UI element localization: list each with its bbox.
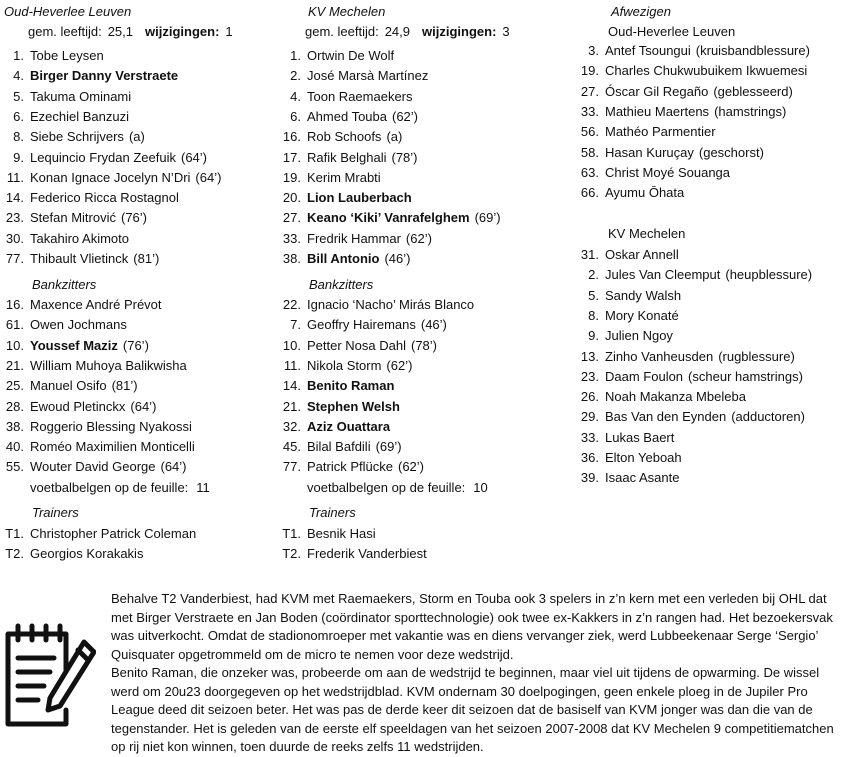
player-name: Ewoud Pletinckx — [30, 398, 126, 414]
belgians-label: voetbalbelgen op de feuille: — [307, 480, 466, 495]
trainers-title: Trainers — [32, 505, 79, 520]
player-name: Ortwin De Wolf — [307, 48, 395, 63]
player-note: (62’) — [397, 459, 424, 475]
player-note: (62’) — [386, 357, 413, 373]
player-number: 31. — [580, 247, 599, 262]
trainer-name: Besnik Hasi — [307, 526, 376, 541]
list-item — [577, 326, 673, 346]
player-note: (76’) — [122, 337, 149, 353]
changes-label: wijzigingen: — [145, 24, 220, 39]
player-number: T1. — [282, 526, 301, 541]
player-name: Maxence André Prévot — [30, 297, 162, 312]
list-item — [0, 315, 127, 335]
player-name: Rafik Belghali — [307, 149, 387, 165]
player-note: (69’) — [375, 439, 402, 455]
list-item — [277, 127, 402, 147]
list-item — [0, 229, 129, 249]
bench-title: Bankzitters — [309, 277, 374, 292]
player-name: Owen Jochmans — [30, 317, 127, 333]
list-item — [0, 397, 156, 417]
player-number: T2. — [5, 546, 24, 562]
list-item — [32, 275, 96, 295]
match-notes — [111, 590, 836, 757]
player-name: Federico Ricca Rostagnol — [30, 190, 179, 206]
list-item — [277, 457, 424, 477]
player-note: (78’) — [391, 149, 418, 165]
player-name: Ezechiel Banzuzi — [30, 108, 129, 124]
absent-kvm-title: KV Mechelen — [608, 226, 686, 241]
player-note: (geblesseerd) — [713, 83, 793, 99]
absent-player: Óscar Gil Regaño — [605, 83, 709, 99]
list-item — [309, 275, 373, 295]
absent-player: Hasan Kuruçay — [605, 144, 694, 160]
player-name: Patrick Pflücke — [307, 459, 393, 475]
player-name: Stephen Welsh — [307, 398, 400, 414]
list-item — [577, 367, 803, 387]
list-item — [577, 347, 795, 367]
player-note: (scheur hamstrings) — [688, 368, 803, 384]
absent-player: Ayumu Ōhata — [605, 185, 685, 201]
trainers-title: Trainers — [309, 505, 356, 520]
player-number: 8. — [588, 307, 599, 323]
player-number: 21. — [5, 357, 24, 373]
belgians-value: 10 — [473, 480, 488, 495]
list-item — [0, 168, 221, 188]
list-item — [277, 544, 427, 564]
player-name: Wouter David George — [30, 459, 156, 475]
player-number: 2. — [588, 267, 599, 283]
list-item — [307, 478, 488, 498]
list-item — [611, 2, 671, 22]
player-number: 39. — [580, 470, 599, 486]
player-number: 11. — [6, 169, 24, 185]
absent-player: Daam Foulon — [605, 368, 684, 384]
list-item — [577, 286, 681, 306]
age-label: gem. leeftijd: — [28, 24, 102, 39]
list-item — [0, 356, 187, 376]
list-item — [577, 265, 812, 285]
list-item — [577, 306, 679, 326]
team-title: KV Mechelen — [308, 4, 386, 19]
player-note: (a) — [128, 129, 145, 145]
list-item — [0, 127, 145, 147]
list-item — [577, 143, 764, 163]
absent-ohl-title: Oud-Heverlee Leuven — [608, 24, 736, 39]
player-name: Lion Lauberbach — [307, 190, 412, 206]
player-name: Fredrik Hammar — [307, 230, 401, 246]
list-item — [577, 428, 674, 448]
list-item — [0, 524, 196, 544]
player-number: 28. — [5, 398, 24, 414]
player-name: Roméo Maximilien Monticelli — [30, 439, 195, 455]
list-item — [309, 503, 356, 523]
list-item — [577, 61, 807, 81]
team-title: Oud-Heverlee Leuven — [4, 4, 132, 19]
list-item — [0, 208, 147, 228]
player-name: Takuma Ominami — [30, 88, 132, 104]
player-note: (a) — [386, 129, 403, 145]
absent-player: Elton Yeboah — [605, 450, 682, 465]
player-note: (kruisbandblessure) — [695, 43, 810, 58]
player-note: (64’) — [130, 398, 157, 414]
player-number: 14. — [5, 190, 24, 206]
list-item — [0, 87, 131, 107]
player-note: (62’) — [392, 108, 419, 124]
absent-list — [577, 0, 843, 500]
list-item — [0, 437, 195, 457]
bench-title: Bankzitters — [32, 277, 97, 292]
player-number: 9. — [13, 149, 24, 165]
list-item — [577, 245, 679, 265]
player-name: José Marsà Martínez — [307, 68, 429, 84]
player-number: T2. — [282, 546, 301, 562]
notepad-pen-icon — [4, 620, 96, 732]
list-item — [305, 22, 510, 42]
player-number: 77. — [282, 459, 301, 475]
player-number: 33. — [580, 103, 599, 119]
list-item — [277, 148, 418, 168]
player-number: 21. — [282, 398, 301, 414]
player-name: Siebe Schrijvers — [30, 129, 124, 145]
age-label: gem. leeftijd: — [305, 24, 379, 39]
list-item — [308, 2, 385, 22]
player-number: 56. — [580, 124, 599, 140]
list-item — [577, 122, 716, 142]
list-item — [277, 249, 410, 269]
player-name: Bilal Bafdili — [307, 439, 371, 455]
list-item — [30, 478, 210, 498]
player-number: 20. — [282, 190, 301, 206]
list-item — [577, 82, 793, 102]
player-number: 10. — [5, 337, 24, 353]
player-number: 33. — [580, 429, 599, 445]
list-item — [0, 46, 104, 66]
list-item — [0, 376, 138, 396]
list-item — [0, 295, 162, 315]
player-name: Manuel Osifo — [30, 378, 107, 394]
list-item — [0, 188, 179, 208]
player-number: 1. — [13, 48, 24, 63]
list-item — [608, 224, 685, 244]
age-value: 24,9 — [384, 24, 411, 39]
list-item — [277, 208, 501, 228]
player-number: T1. — [5, 526, 24, 541]
list-item — [277, 437, 402, 457]
player-number: 25. — [5, 378, 24, 394]
list-item — [4, 2, 131, 22]
absent-player: Noah Makanza Mbeleba — [605, 389, 746, 405]
player-number: 66. — [580, 185, 599, 201]
list-item — [577, 102, 786, 122]
absent-title: Afwezigen — [611, 4, 671, 19]
player-name: Birger Danny Verstraete — [30, 68, 179, 84]
absent-player: Sandy Walsh — [605, 287, 682, 303]
absent-player: Christ Moyé Souanga — [605, 164, 731, 180]
player-number: 2. — [290, 68, 301, 84]
player-number: 5. — [13, 88, 24, 104]
player-note: (46’) — [384, 251, 411, 266]
list-item — [0, 66, 178, 86]
player-number: 23. — [580, 368, 599, 384]
player-name: Petter Nosa Dahl — [307, 337, 406, 353]
list-item — [577, 448, 682, 468]
absent-player: Mathéo Parmentier — [605, 124, 716, 140]
player-number: 5. — [588, 287, 599, 303]
player-note: (geschorst) — [698, 144, 764, 160]
player-note: (81’) — [133, 251, 160, 266]
list-item — [277, 315, 447, 335]
player-name: Rob Schoofs — [307, 129, 382, 145]
player-name: Roggerio Blessing Nyakossi — [30, 418, 192, 434]
notes-text: Behalve T2 Vanderbiest, had KVM met Raemaekers, Storm en Touba ook 3 spelers in z’n kern met een verleden bij OHL dat met Birger Verstraete en Jan Boden (coördinator sporttechnologie) ook twee ex-Kakkers in z’n rangen had. Het bezoekersvak was uitverkocht. Omdat de stadionomroeper met vakantie was en diens vervanger ziek, werd Lubbeekenaar Serge ‘Sergio’ Quisquater opgetrommeld om de micro te nemen voor deze wedstrijd. Benito Raman, die onzeker was, probeerde om aan de wedstrijd te beginnen, maar viel uit tijdens de opwarming. De wissel werd om 20u23 doorgegeven op het wedstrijdblad. KVM ondernam 30 doelpogingen, geen enkele ploeg in de Jupiler Pro League deed dit seizoen beter. Het was pas de derde keer dit seizoen dat de basiself van KVM jonger was dan die van de tegenstander. Het is geleden van de eerste elf speeldagen van het seizoen 2007-2008 dat KV Mechelen 9 competitiematchen op rij niet kon winnen, toen duurde de reeks zelfs 11 wedstrijden. — [111, 591, 834, 754]
list-item — [0, 457, 187, 477]
belgians-label: voetbalbelgen op de feuille: — [30, 480, 189, 495]
list-item — [277, 229, 432, 249]
player-note: (64’) — [160, 459, 187, 475]
player-name: Toon Raemaekers — [307, 88, 413, 104]
player-name: William Muhoya Balikwisha — [30, 357, 187, 373]
player-name: Ahmed Touba — [307, 108, 387, 124]
player-number: 19. — [580, 63, 599, 79]
list-item — [0, 336, 149, 356]
player-note: (76’) — [120, 210, 147, 226]
player-note: (heupblessure) — [725, 267, 813, 283]
player-number: 16. — [5, 297, 24, 312]
player-number: 3. — [588, 43, 599, 58]
player-number: 61. — [5, 317, 24, 333]
trainer-name: Frederik Vanderbiest — [307, 546, 427, 562]
player-number: 38. — [282, 251, 301, 266]
player-name: Konan Ignace Jocelyn N’Dri — [30, 169, 191, 185]
player-number: 30. — [5, 230, 24, 246]
player-number: 4. — [290, 88, 301, 104]
player-note: (81’) — [111, 378, 138, 394]
trainer-name: Georgios Korakakis — [30, 546, 144, 562]
absent-player: Mathieu Maertens — [605, 103, 710, 119]
player-number: 38. — [5, 418, 24, 434]
player-name: Thibault Vlietinck — [30, 251, 129, 266]
list-item — [577, 41, 810, 61]
player-name: Tobe Leysen — [30, 48, 104, 63]
changes-label: wijzigingen: — [422, 24, 497, 39]
kvm-lineup — [277, 0, 577, 580]
player-note: (46’) — [420, 317, 447, 333]
player-note: (62’) — [405, 230, 432, 246]
absent-player: Bas Van den Eynden — [605, 409, 727, 425]
absent-player: Charles Chukwubuikem Ikwuemesi — [605, 63, 808, 79]
absent-player: Lukas Baert — [605, 429, 675, 445]
list-item — [577, 387, 746, 407]
player-name: Takahiro Akimoto — [30, 230, 129, 246]
age-value: 25,1 — [107, 24, 134, 39]
player-number: 55. — [5, 459, 24, 475]
player-number: 16. — [282, 129, 301, 145]
list-item — [277, 46, 394, 66]
player-number: 22. — [282, 297, 301, 312]
list-item — [277, 168, 381, 188]
absent-player: Zinho Vanheusden — [605, 348, 714, 364]
list-item — [277, 356, 412, 376]
player-note: (64’) — [180, 149, 207, 165]
list-item — [277, 417, 390, 437]
list-item — [577, 183, 684, 203]
player-note: (rugblessure) — [718, 348, 795, 364]
player-number: 63. — [580, 164, 599, 180]
list-item — [277, 188, 412, 208]
player-note: (hamstrings) — [714, 103, 787, 119]
list-item — [0, 417, 192, 437]
player-number: 58. — [580, 144, 599, 160]
player-name: Kerim Mrabti — [307, 169, 381, 185]
player-number: 77. — [5, 251, 24, 266]
ohl-lineup — [0, 0, 280, 580]
player-number: 33. — [282, 230, 301, 246]
player-name: Lequincio Frydan Zeefuik — [30, 149, 176, 165]
player-number: 13. — [580, 348, 599, 364]
player-number: 7. — [290, 317, 301, 333]
player-name: Benito Raman — [307, 378, 395, 394]
list-item — [0, 107, 129, 127]
changes-value: 3 — [502, 24, 510, 39]
list-item — [277, 87, 413, 107]
list-item — [277, 397, 400, 417]
player-name: Aziz Ouattara — [307, 418, 391, 434]
trainer-name: Christopher Patrick Coleman — [30, 526, 197, 541]
player-number: 29. — [580, 409, 599, 425]
player-note: (78’) — [411, 337, 438, 353]
player-name: Youssef Maziz — [30, 337, 118, 353]
player-note: (64’) — [195, 169, 222, 185]
list-item — [28, 22, 233, 42]
player-name: Keano ‘Kiki’ Vanrafelghem — [307, 210, 470, 226]
player-number: 8. — [13, 129, 24, 145]
player-number: 10. — [282, 337, 301, 353]
list-item — [0, 544, 143, 564]
list-item — [577, 163, 730, 183]
player-number: 9. — [588, 328, 599, 344]
list-item — [577, 468, 679, 488]
player-name: Bill Antonio — [307, 251, 380, 266]
player-number: 14. — [282, 378, 301, 394]
player-number: 26. — [580, 389, 599, 405]
player-number: 32. — [282, 418, 301, 434]
player-name: Nikola Storm — [307, 357, 382, 373]
player-number: 19. — [282, 169, 301, 185]
list-item — [608, 22, 735, 42]
absent-player: Isaac Asante — [605, 470, 680, 486]
list-item — [277, 336, 437, 356]
player-number: 23. — [5, 210, 24, 226]
list-item — [277, 295, 474, 315]
absent-player: Antef Tsoungui — [605, 43, 691, 58]
absent-player: Jules Van Cleemput — [605, 267, 721, 283]
player-number: 27. — [580, 83, 599, 99]
changes-value: 1 — [225, 24, 233, 39]
list-item — [277, 66, 428, 86]
player-name: Geoffry Hairemans — [307, 317, 416, 333]
absent-player: Mory Konaté — [605, 307, 679, 323]
list-item — [0, 249, 159, 269]
player-number: 1. — [290, 48, 301, 63]
player-number: 4. — [13, 68, 24, 84]
player-name: Ignacio ‘Nacho’ Mirás Blanco — [307, 297, 475, 312]
belgians-value: 11 — [196, 480, 210, 495]
player-number: 11. — [283, 357, 301, 373]
list-item — [32, 503, 79, 523]
player-name: Stefan Mitrović — [30, 210, 116, 226]
player-number: 36. — [580, 450, 599, 465]
absent-player: Oskar Annell — [605, 247, 679, 262]
list-item — [277, 524, 376, 544]
list-item — [0, 148, 207, 168]
player-number: 6. — [290, 108, 301, 124]
player-number: 17. — [282, 149, 301, 165]
player-note: (adductoren) — [731, 409, 805, 425]
player-number: 40. — [5, 439, 24, 455]
player-number: 45. — [282, 439, 301, 455]
player-number: 6. — [13, 108, 24, 124]
list-item — [277, 107, 418, 127]
list-item — [277, 376, 394, 396]
player-note: (69’) — [474, 210, 501, 226]
player-number: 27. — [282, 210, 301, 226]
absent-player: Julien Ngoy — [605, 328, 673, 344]
list-item — [577, 407, 805, 427]
